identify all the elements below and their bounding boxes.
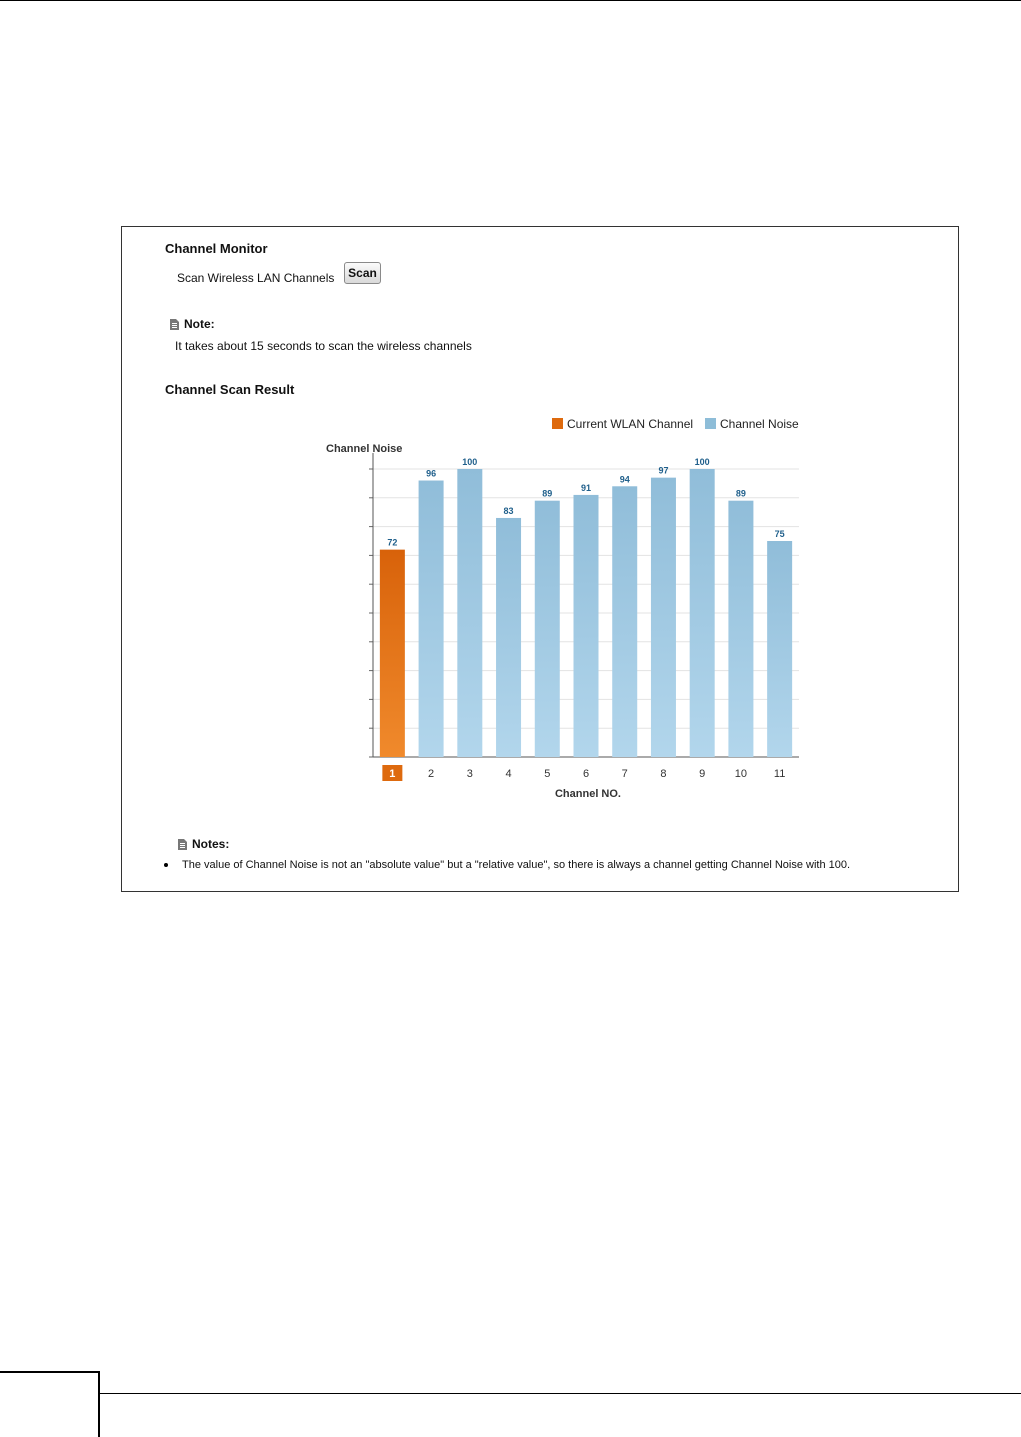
bar-value-label: 100 — [462, 457, 478, 467]
bar-channel-8 — [651, 478, 676, 757]
x-axis-label: Channel NO. — [554, 788, 622, 800]
bar-value-label: 83 — [503, 505, 514, 516]
channel-monitor-title: Channel Monitor — [165, 241, 268, 256]
notes-header — [178, 837, 229, 851]
x-tick-label: 2 — [428, 768, 435, 780]
channel-noise-chart — [122, 227, 958, 827]
bar-channel-3 — [457, 469, 482, 757]
channel-monitor-panel — [121, 226, 959, 892]
x-tick-label: 9 — [699, 768, 706, 780]
page-number-box — [0, 1371, 100, 1437]
bar-value-label: 89 — [542, 488, 553, 499]
bar-channel-6 — [574, 495, 599, 757]
x-tick-label: 11 — [773, 768, 786, 780]
x-tick-label: 1 — [389, 768, 396, 780]
scan-result-title: Channel Scan Result — [165, 382, 295, 397]
footer-rule — [100, 1393, 1021, 1394]
bar-value-label: 96 — [426, 468, 437, 479]
scan-channels-label: Scan Wireless LAN Channels — [177, 271, 335, 285]
notes-item-text: The value of Channel Noise is not an "absolute value" but a "relative value", so there is always a channel getting Channel Noise with 100. — [182, 859, 851, 871]
bullet-icon — [164, 863, 168, 867]
legend-label-noise: Channel Noise — [720, 417, 799, 431]
bar-value-label: 89 — [735, 488, 746, 499]
note-text: It takes about 15 seconds to scan the wireless channels — [175, 339, 472, 353]
bar-value-label: 75 — [774, 529, 785, 539]
bar-value-label: 100 — [694, 457, 710, 467]
note-heading: Note: — [184, 317, 215, 331]
notes-list-item — [164, 859, 850, 871]
scan-button[interactable]: Scan — [344, 262, 381, 284]
bar-channel-9 — [690, 469, 715, 757]
bar-channel-4 — [496, 518, 521, 757]
legend-label-current: Current WLAN Channel — [567, 417, 694, 431]
x-tick-label: 7 — [621, 768, 628, 780]
bar-value-label: 97 — [658, 465, 669, 476]
bar-channel-5 — [535, 501, 560, 757]
x-tick-label: 4 — [505, 768, 512, 780]
y-axis-label: Channel Noise — [326, 443, 403, 455]
bar-channel-1 — [380, 550, 405, 757]
x-tick-label: 3 — [466, 768, 473, 780]
document-icon — [178, 839, 187, 850]
legend-swatch-current — [552, 418, 563, 429]
bar-value-label: 94 — [619, 474, 630, 485]
bar-value-label: 72 — [387, 537, 398, 548]
x-tick-label: 8 — [660, 768, 667, 780]
x-tick-label: 10 — [734, 768, 748, 780]
bar-value-label: 91 — [580, 482, 592, 493]
x-tick-label: 6 — [582, 768, 590, 780]
bar-channel-7 — [612, 486, 637, 757]
bar-channel-2 — [419, 481, 444, 757]
x-tick-label: 5 — [544, 768, 551, 780]
bar-channel-11 — [767, 541, 792, 757]
bar-channel-10 — [728, 501, 753, 757]
page-top-rule — [0, 0, 1021, 1]
notes-heading: Notes: — [192, 837, 230, 851]
legend-swatch-noise — [705, 418, 716, 429]
